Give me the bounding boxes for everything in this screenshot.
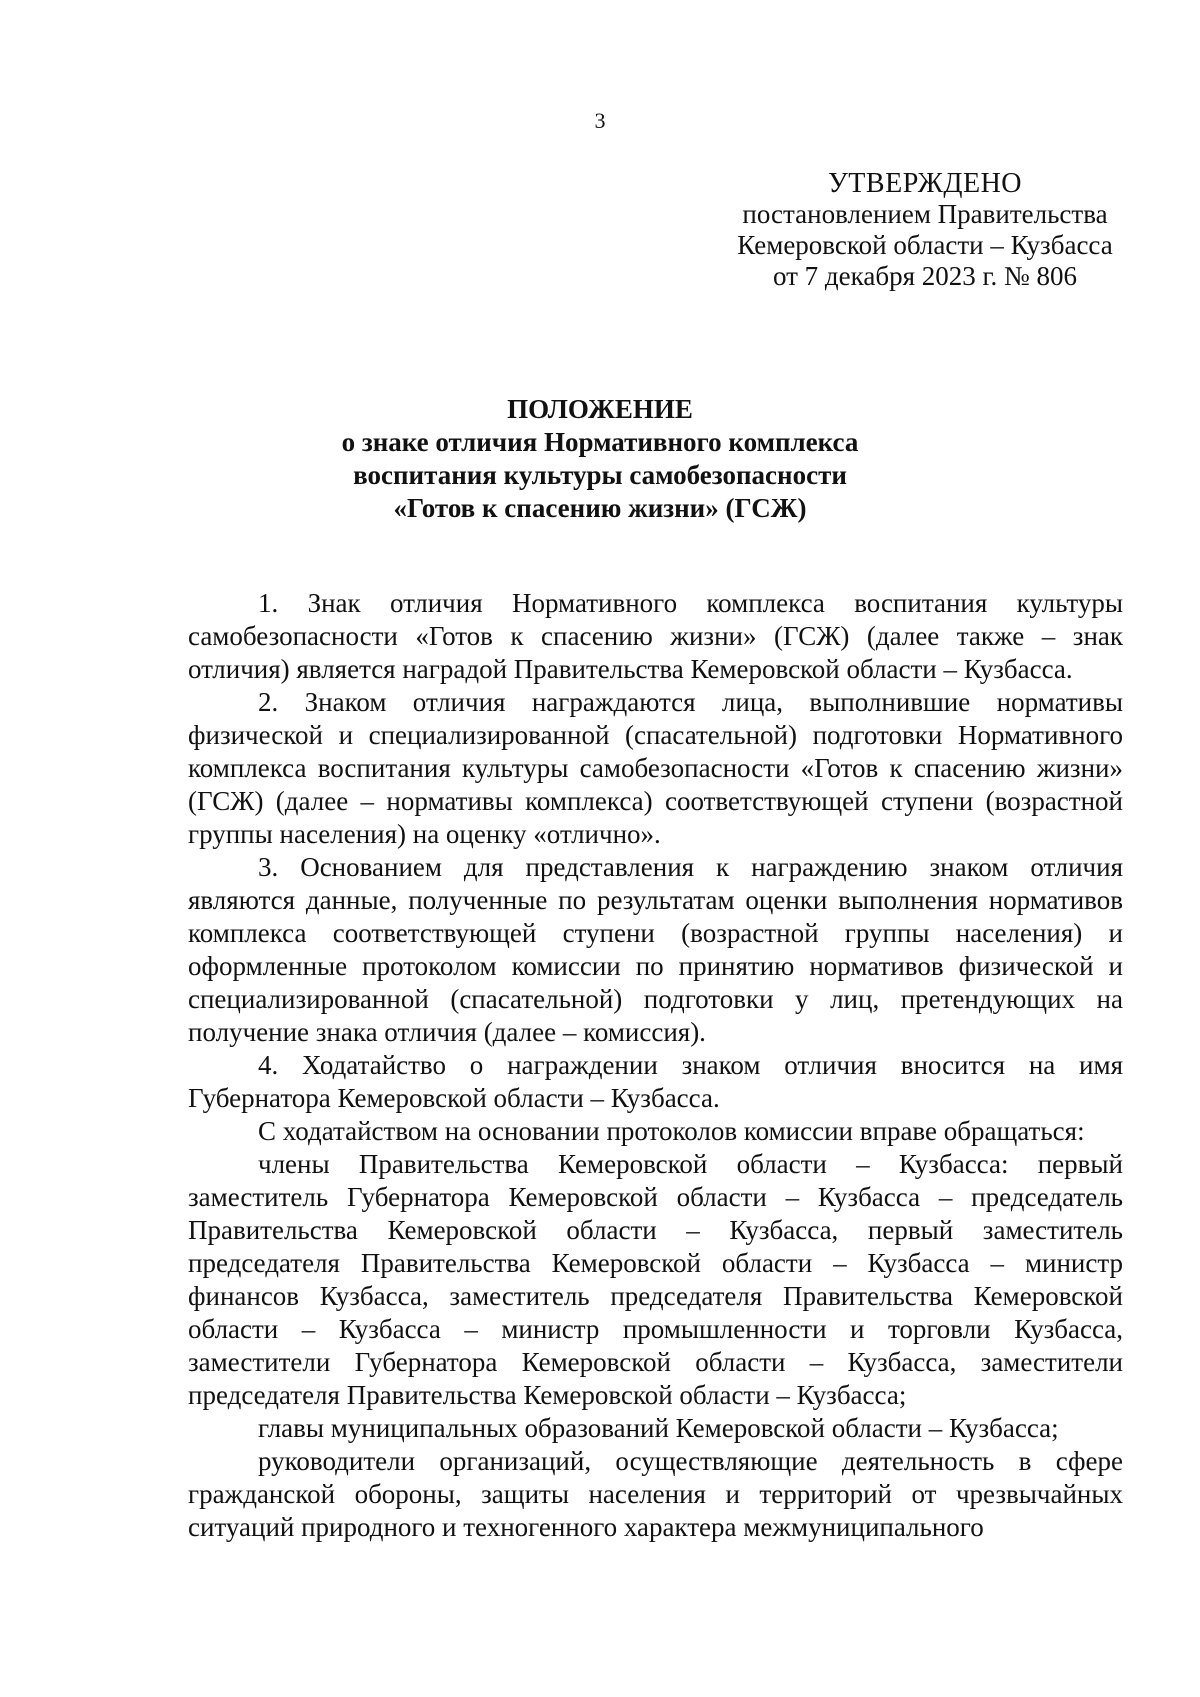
paragraph: 2. Знаком отличия награждаются лица, выполнившие нормативы физической и специализированной (спасательной) подготовки Нормативного комплекса воспитания культуры самобезопасности «Готов к спасению жизни» (ГСЖ) (далее – нормативы комплекса) соответствующей ступени (возрастной группы населения) на оценку «отлично». <box>188 687 1123 849</box>
document-body <box>188 587 1123 1544</box>
approval-heading: УТВЕРЖДЕНО <box>827 168 1023 199</box>
paragraph: члены Правительства Кемеровской области – Кузбасса: первый заместитель Губернатора Кемеровской области – Кузбасса – председатель Правительства Кемеровской области – Кузбасса, первый заместитель председателя Правительства Кемеровской области – Кузбасса – министр финансов Кузбасса, заместитель председателя Правительства Кемеровской области – Кузбасса – министр промышленности и торговли Кузбасса, заместители Губернатора Кемеровской области – Кузбасса, заместители председателя Правительства Кемеровской области – Кузбасса; <box>188 1149 1123 1410</box>
title-line: ПОЛОЖЕНИЕ <box>507 394 693 424</box>
title-line: воспитания культуры самобезопасности <box>353 460 847 490</box>
document-title <box>0 393 1200 525</box>
paragraph: С ходатайством на основании протоколов комиссии вправе обращаться: <box>258 1116 1085 1146</box>
page-number: 3 <box>594 108 606 133</box>
title-line: «Готов к спасению жизни» (ГСЖ) <box>393 493 807 523</box>
paragraph: 3. Основанием для представления к награждению знаком отличия являются данные, полученные по результатам оценки выполнения нормативов комплекса соответствующей ступени (возрастной группы населения) и оформленные протоколом комиссии по принятию нормативов физической и специализированной (спасательной) подготовки у лиц, претендующих на получение знака отличия (далее – комиссия). <box>188 852 1123 1047</box>
title-line: о знаке отличия Нормативного комплекса <box>341 427 859 457</box>
approval-date: от 7 декабря 2023 г. № 806 <box>772 261 1078 291</box>
approval-stamp <box>700 168 1150 292</box>
paragraph: руководители организаций, осуществляющие деятельность в сфере гражданской обороны, защиты населения и территорий от чрезвычайных ситуаций природного и техногенного характера межмуниципального <box>188 1446 1123 1542</box>
paragraph: главы муниципальных образований Кемеровской области – Кузбасса; <box>258 1413 1059 1443</box>
paragraph: 4. Ходатайство о награждении знаком отличия вносится на имя Губернатора Кемеровской области – Кузбасса. <box>188 1050 1123 1113</box>
approval-line: постановлением Правительства <box>742 199 1108 229</box>
approval-line: Кемеровской области – Кузбасса <box>737 230 1113 260</box>
paragraph: 1. Знак отличия Нормативного комплекса воспитания культуры самобезопасности «Готов к спасению жизни» (ГСЖ) (далее также – знак отличия) является наградой Правительства Кемеровской области – Кузбасса. <box>188 588 1123 684</box>
